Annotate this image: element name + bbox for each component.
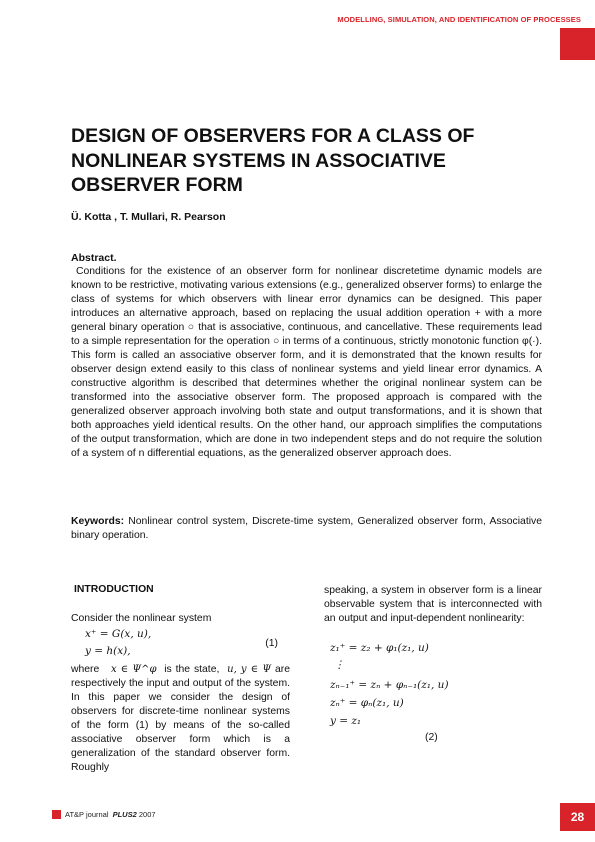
page-number: 28 [560, 803, 595, 831]
keywords [71, 515, 542, 543]
equation-1-line-2: y = h(x), [85, 645, 131, 657]
header-accent-block [560, 28, 595, 60]
footer-plus: PLUS2 [112, 810, 137, 819]
footer-journal-name: AT&P journal [65, 810, 109, 819]
intro-continuation: are respectively the input and output of the system. In this paper we consider the design of observers for discrete-time nonlinear systems of the form (1) by means of the so-called associative observer form which is a generalization of the standard observer form. Roughly [71, 664, 291, 773]
input-output-symbol: u, y ∈ Ψ [227, 664, 272, 675]
journal-section-header: MODELLING, SIMULATION, AND IDENTIFICATION OF PROCESSES [337, 15, 581, 24]
footer-accent-square [52, 810, 61, 819]
left-column [71, 612, 290, 775]
where-word: where [71, 664, 100, 675]
equation-1-line-1: x⁺ = G(x, u), [85, 628, 152, 640]
keywords-label: Keywords: [71, 516, 125, 527]
footer-journal [65, 810, 156, 819]
equation-2-row: z₁⁺ = z₂ + φ₁(z₁, u) [330, 642, 429, 654]
abstract-body [71, 265, 542, 461]
equation-2-row: y = z₁ [330, 715, 362, 727]
intro-paragraph [71, 663, 290, 775]
footer-year: 2007 [138, 810, 156, 819]
state-symbol: x ∈ Ψ^φ [110, 664, 157, 675]
abstract-heading: Abstract. [71, 252, 117, 264]
equation-1 [71, 627, 290, 663]
abstract-text: Conditions for the existence of an observer form for nonlinear discretetime dynamic models are known to be restrictive, motivating various extensions (e.g., generalized observer forms) to enlarge the class of systems for which observers with linear error dynamics can be designed. This paper introduces an alternative approach, based on replacing the usual addition operation + with a more general binary operation ○ that is associative, continuous, and cancellative. These requirements lead to a simple representation for the operation ○ in terms of a continuous, strictly monotonic function φ(·). This form is called an associative observer form, and it is demonstrated that the known results for observer design extend easily to this class of nonlinear systems and yield linear error dynamics. A constructive algorithm is described that determines whether the original nonlinear system can be transformed into the associative observer form. The proposed approach is compared with the generalized observer approach involving both state and output transformations, and it is shown that both approaches yield identical results. On the other hand, our approach simplifies the computations of the output transformation, which are done in two independent steps and do not require the solution of a system of n differential equations, as the generalized observer approach does. [71, 266, 542, 459]
keywords-text: Nonlinear control system, Discrete-time system, Generalized observer form, Associative binary operation. [71, 516, 542, 541]
intro-lead: Consider the nonlinear system [71, 613, 212, 624]
paper-authors: Ü. Kotta , T. Mullari, R. Pearson [71, 211, 226, 223]
equation-1-number: (1) [265, 638, 278, 649]
equation-2-ellipsis: ⋮ [334, 659, 345, 671]
equation-2-row: zₙ₋₁⁺ = zₙ + φₙ₋₁(z₁, u) [330, 679, 449, 691]
introduction-heading: INTRODUCTION [74, 584, 154, 595]
state-text: is the state, [164, 664, 220, 675]
equation-2-number: (2) [425, 732, 438, 743]
equation-2-row: zₙ⁺ = φₙ(z₁, u) [330, 697, 404, 709]
paper-title: DESIGN OF OBSERVERS FOR A CLASS OF NONLINEAR SYSTEMS IN ASSOCIATIVE OBSERVER FORM [71, 125, 475, 196]
right-column-text: speaking, a system in observer form is a linear observable system that is interconnected with an output and input-dependent nonlinearity: [324, 585, 542, 624]
